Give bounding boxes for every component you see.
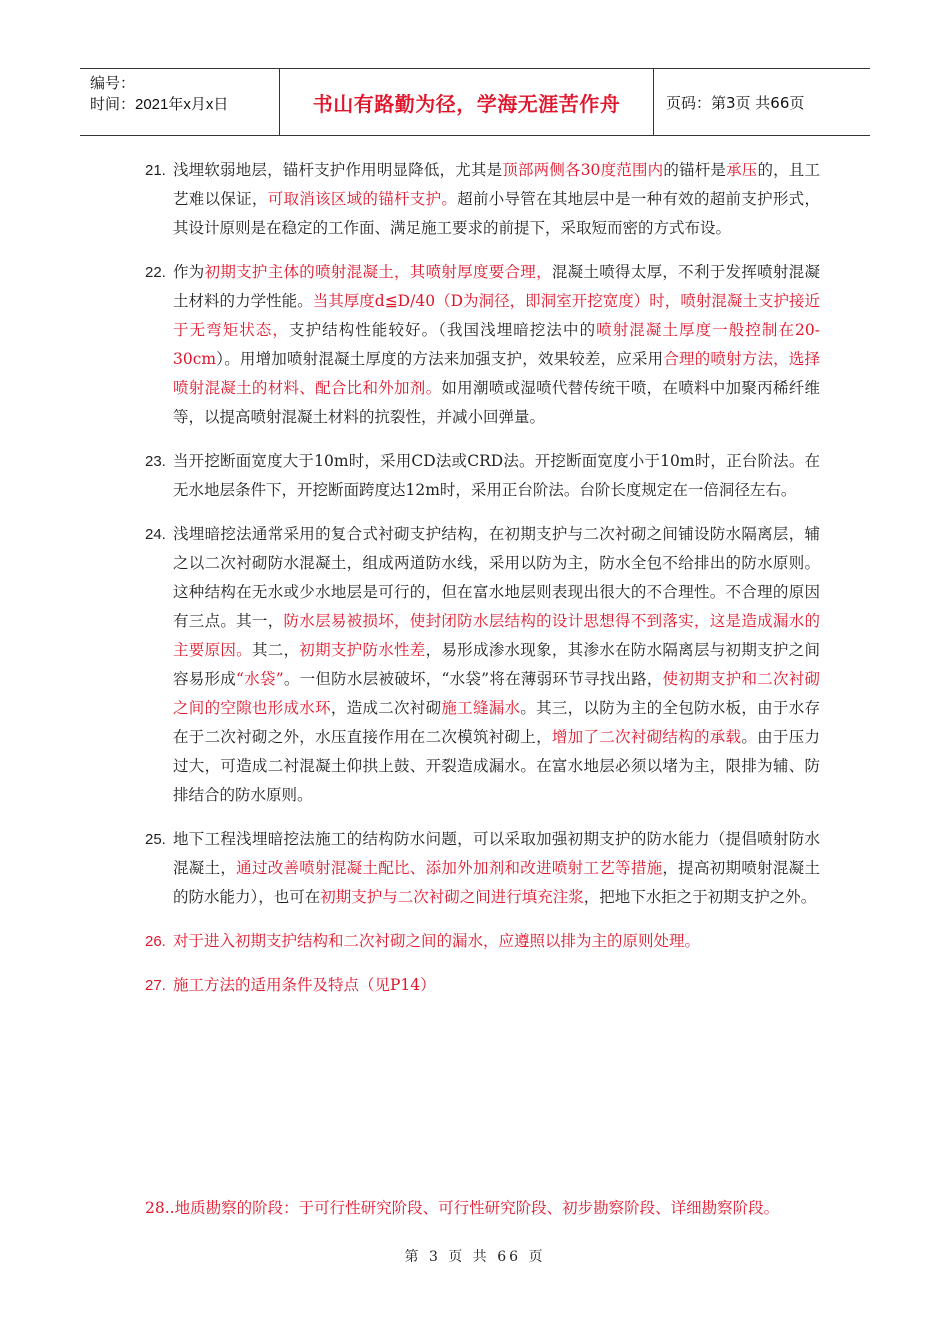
highlighted-text: 通过改善喷射混凝土配比、添加外加剂和改进喷射工艺等措施 xyxy=(236,859,663,877)
body-text: 作为 xyxy=(173,263,205,281)
highlighted-text: 当其厚度d≦D/40（D为洞径，即洞室开挖宽度）时，喷射混凝土支护接近于无弯矩状态， xyxy=(173,292,820,339)
list-item xyxy=(145,258,820,432)
body-text: 的锚杆是 xyxy=(663,161,727,179)
item-number: 22. xyxy=(145,264,166,281)
body-text: ，造成二次衬砌 xyxy=(330,699,442,717)
list-item xyxy=(145,447,820,505)
body-text: 支护结构性能较好。（我国浅埋暗挖法中的 xyxy=(289,321,597,339)
header-page-label: 页码：第3页 共66页 xyxy=(666,93,805,112)
page-header xyxy=(80,68,870,136)
highlighted-text: 对于进入初期支护结构和二次衬砌之间的漏水，应遵照以排为主的原则处理。 xyxy=(173,932,701,950)
item-number: 23. xyxy=(145,453,166,470)
body-text: 的，且工艺难以保证， xyxy=(173,161,820,208)
highlighted-text: 可取消该区域的锚杆支护。 xyxy=(267,190,458,208)
item-28: 28..地质勘察的阶段：于可行性研究阶段、可行性研究阶段、初步勘察阶段、详细勘察阶段。 xyxy=(145,1199,780,1217)
body-text: ，把地下水拒之于初期支护之外。 xyxy=(583,888,817,906)
highlighted-text: 使初期支护和二次衬砌之间的空隙也形成水环 xyxy=(173,670,820,717)
item-number: 24. xyxy=(145,526,166,543)
body-text: ）。用增加喷射混凝土厚度的方法来加强支护，效果较差，应采用 xyxy=(216,350,664,368)
highlighted-text: “水袋” xyxy=(236,670,284,688)
list-item xyxy=(145,156,820,243)
item-number: 21. xyxy=(145,162,166,179)
code-label: 编号： xyxy=(90,75,136,92)
body-text: 混凝土喷得太厚，不利于发挥喷射混凝土材料的力学性能。 xyxy=(173,263,820,310)
item-number: 27. xyxy=(145,977,166,994)
highlighted-text: 承压 xyxy=(726,161,758,179)
body-text: 。其三，以防为主的全包防水板，由于水存在于二次衬砌之外，水压直接作用在二次模筑衬砌上， xyxy=(173,699,820,746)
highlighted-text: 初期支护与二次衬砌之间进行填充注浆 xyxy=(320,888,584,906)
document-body xyxy=(145,156,820,1015)
body-text: 超前小导管在其地层中是一种有效的超前支护形式，其设计原则是在稳定的工作面、满足施工要求的前提下，采取短而密的方式布设。 xyxy=(173,190,820,237)
body-text: ，提高初期喷射混凝土的防水能力），也可在 xyxy=(173,859,820,906)
highlighted-text: 施工缝漏水 xyxy=(441,699,521,717)
body-text: ，易形成渗水现象，其渗水在防水隔离层与初期支护之间容易形成 xyxy=(173,641,820,688)
body-text: 其二， xyxy=(251,641,300,659)
highlighted-text: 喷射混凝土厚度一般控制在20-30cm xyxy=(173,321,820,368)
highlighted-text: 合理的喷射方法，选择喷射混凝土的材料、配合比和外加剂。 xyxy=(173,350,820,397)
list-item xyxy=(145,971,820,1000)
body-text: 浅埋软弱地层，锚杆支护作用明显降低，尤其是 xyxy=(173,161,503,179)
body-text: 地下工程浅埋暗挖法施工的结构防水问题，可以采取加强初期支护的防水能力（提倡喷射防水混凝土， xyxy=(173,830,820,877)
header-meta xyxy=(80,69,280,135)
highlighted-text: 顶部两侧各30度范围内 xyxy=(502,161,664,179)
header-motto: 书山有路勤为径，学海无涯苦作舟 xyxy=(280,69,654,135)
highlighted-text: 防水层易被损坏，使封闭防水层结构的设计思想得不到落实，这是造成漏水的主要原因。 xyxy=(173,612,820,659)
highlighted-text: 增加了二次衬砌结构的承载 xyxy=(551,728,742,746)
item-number: 26. xyxy=(145,933,166,950)
body-text: 当开挖断面宽度大于10m时，采用CD法或CRD法。开挖断面宽度小于10m时，正台阶法。在无水地层条件下，开挖断面跨度达12m时，采用正台阶法。台阶长度规定在一倍洞径左右。 xyxy=(173,452,820,499)
page-footer: 第 3 页 共 66 页 xyxy=(404,1249,546,1265)
body-text: 如用潮喷或湿喷代替传统干喷，在喷料中加聚丙稀纤维等，以提高喷射混凝土材料的抗裂性，并减小回弹量。 xyxy=(173,379,820,426)
body-text: 浅埋暗挖法通常采用的复合式衬砌支护结构，在初期支护与二次衬砌之间铺设防水隔离层，辅之以二次衬砌防水混凝土，组成两道防水线，采用以防为主，防水全包不给排出的防水原则。这种结构在无水或少水地层是可行的，但在富水地层则表现出很大的不合理性。不合理的原因有三点。其一， xyxy=(173,525,820,630)
body-text: 。一但防水层被破坏，“水袋”将在薄弱环节寻找出路， xyxy=(283,670,663,688)
date-label: 时间：2021年x月x日 xyxy=(90,96,229,113)
body-text: 。由于压力过大，可造成二衬混凝土仰拱上鼓、开裂造成漏水。在富水地层必须以堵为主，限排为辅、防排结合的防水原则。 xyxy=(173,728,820,804)
highlighted-text: 施工方法的适用条件及特点（见P14） xyxy=(173,976,436,994)
list-item xyxy=(145,927,820,956)
list-item xyxy=(145,825,820,912)
list-item xyxy=(145,520,820,810)
highlighted-text: 初期支护防水性差 xyxy=(299,641,426,659)
item-number: 25. xyxy=(145,831,166,848)
highlighted-text: 初期支护主体的喷射混凝土，其喷射厚度要合理， xyxy=(204,263,552,281)
